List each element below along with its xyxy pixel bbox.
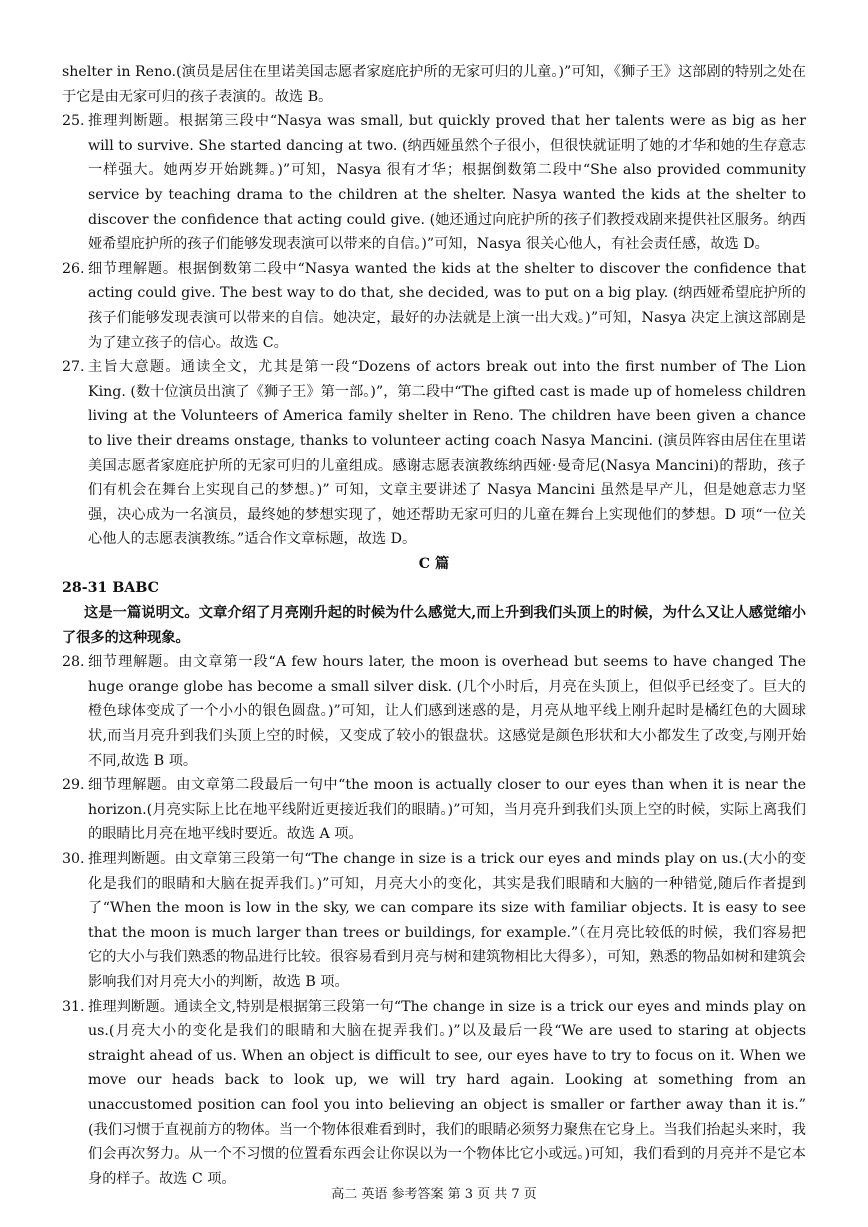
item-text: 主旨大意题。通读全文，尤其是第一段“Dozens of actors break out into the first number of The Lion King. (数十位演员出演了《狮子王》第一部。)”，第二段中“The gifted cast is made up of homeless children living at the Volunteers of America family shelter in Reno. The children have been given a chance to live their dreams onstage, thanks to volunteer acting coach Nasya Mancini. (演员阵容由居住在里诺美国志愿者家庭庇护所的无家可归的儿童组成。感谢志愿表演教练纳西娅·曼奇尼(Nasya Mancini)的帮助，孩子们有机会在舞台上实现自己的梦想。)” 可知，文章主要讲述了 Nasya Mancini 虽然是早产儿，但是她意志力坚强，决心成为一名演员，最终她的梦想实现了，她还帮助无家可归的儿童在舞台上实现他们的梦想。D 项“一位关心他人的志愿表演教练。”适合作文章标题，故选 D。: [88, 359, 806, 548]
item-number: 29.: [62, 777, 85, 794]
item-number: 28.: [62, 654, 85, 671]
item-text: 推理判断题。通读全文,特别是根据第三段第一句“The change in size is a trick our eyes and minds play on us.(月亮大小的变化是我们的眼睛和大脑在捉弄我们。)”以及最后一段“We are used to staring at objects straight ahead of us. When an object is difficult to see, our eyes have to try to focus on it. When we move our heads back to look up, we will try hard again. Looking at something from an unaccustomed position can fool you into believing an object is smaller or farther away than it is.” (我们习惯于直视前方的物体。当一个物体很难看到时，我们的眼睛必须努力聚焦在它身上。当我们抬起头来时，我们会再次努力。从一个不习惯的位置看东西会让你误以为一个物体比它小或远。)可知，我们看到的月亮并不是它本身的样子。故选 C 项。: [88, 998, 806, 1187]
answer-item-25: [62, 109, 806, 257]
item-number: 27.: [62, 359, 85, 376]
page-content: [62, 60, 806, 1191]
answer-item-27: [62, 355, 806, 552]
section-b-items: [62, 109, 806, 552]
item-number: 30.: [62, 851, 85, 867]
passage-summary: 这是一篇说明文。文章介绍了月亮刚升起的时候为什么感觉大,而上升到我们头顶上的时候，为什么又让人感觉缩小了很多的这种现象。: [62, 605, 806, 646]
item-text: 细节理解题。根据倒数第二段中“Nasya wanted the kids at the shelter to discover the confidence that acting could give. The best way to do that, she decided, was to put on a big play. (纳西娅希望庇护所的孩子们能够发现表演可以带来的自信。她决定，最好的办法就是上演一出大戏。)”可知，Nasya 决定上演这部剧是为了建立孩子的信心。故选 C。: [88, 260, 806, 351]
item-text: 细节理解题。由文章第二段最后一句中“the moon is actually closer to our eyes than when it is near the horizon.(月亮实际上比在地平线附近更接近我们的眼睛。)”可知，当月亮升到我们头顶上空的时候，实际上离我们的眼睛比月亮在地平线时要近。故选 A 项。: [88, 777, 806, 843]
item-text: 推理判断题。根据第三段中“Nasya was small, but quickly proved that her talents were as big as her will to survive. She started dancing at two. (纳西娅虽然个子很小，但很快就证明了她的才华和她的生存意志一样强大。她两岁开始跳舞。)”可知，Nasya 很有才华；根据倒数第二段中“She also provided community service by teaching drama to the children at the shelter. Nasya wanted the kids at the shelter to discover the confidence that acting could give. (她还通过向庇护所的孩子们教授戏剧来提供社区服务。纳西娅希望庇护所的孩子们能够发现表演可以带来的自信。)”可知，Nasya 很关心他人，有社会责任感，故选 D。: [88, 113, 806, 253]
continued-paragraph: shelter in Reno.(演员是居住在里诺美国志愿者家庭庇护所的无家可归的儿童。)”可知，《狮子王》这部剧的特别之处在于它是由无家可归的孩子表演的。故选 B。: [62, 64, 806, 105]
answer-item-29: [62, 773, 806, 847]
answers-line: 28-31 BABC: [62, 580, 159, 597]
item-number: 25.: [62, 113, 85, 130]
answer-item-28: [62, 650, 806, 773]
item-number: 31.: [62, 998, 85, 1015]
page-footer: 高二 英语 参考答案 第 3 页 共 7 页: [331, 1187, 537, 1202]
answer-item-31: [62, 995, 806, 1192]
item-text: 推理判断题。由文章第三段第一句“The change in size is a trick our eyes and minds play on us.(大小的变化是我们的眼睛和大脑在捉弄我们。)”可知，月亮大小的变化，其实是我们眼睛和大脑的一种错觉,随后作者提到了“When the moon is low in the sky, we can compare its size with familiar objects. It is easy to see that the moon is much larger than trees or buildings, for example.”（在月亮比较低的时候，我们容易把它的大小与我们熟悉的物品进行比较。很容易看到月亮与树和建筑物相比大得多），可知，熟悉的物品如树和建筑会影响我们对月亮大小的判断，故选 B 项。: [88, 851, 806, 990]
item-text: 细节理解题。由文章第一段“A few hours later, the moon is overhead but seems to have changed The huge orange globe has become a small silver disk. (几个小时后，月亮在头顶上，但似乎已经变了。巨大的橙色球体变成了一个小小的银色圆盘。)”可知，让人们感到迷惑的是，月亮从地平线上刚升起时是橘红色的大圆球状,而当月亮升到我们头顶上空的时候，又变成了较小的银盘状。这感觉是颜色形状和大小都发生了改变,与刚开始不同,故选 B 项。: [88, 654, 806, 769]
section-c-items: [62, 650, 806, 1191]
item-number: 26.: [62, 260, 85, 277]
answer-item-30: [62, 847, 806, 995]
answer-item-26: [62, 257, 806, 355]
section-title: C 篇: [418, 555, 450, 572]
